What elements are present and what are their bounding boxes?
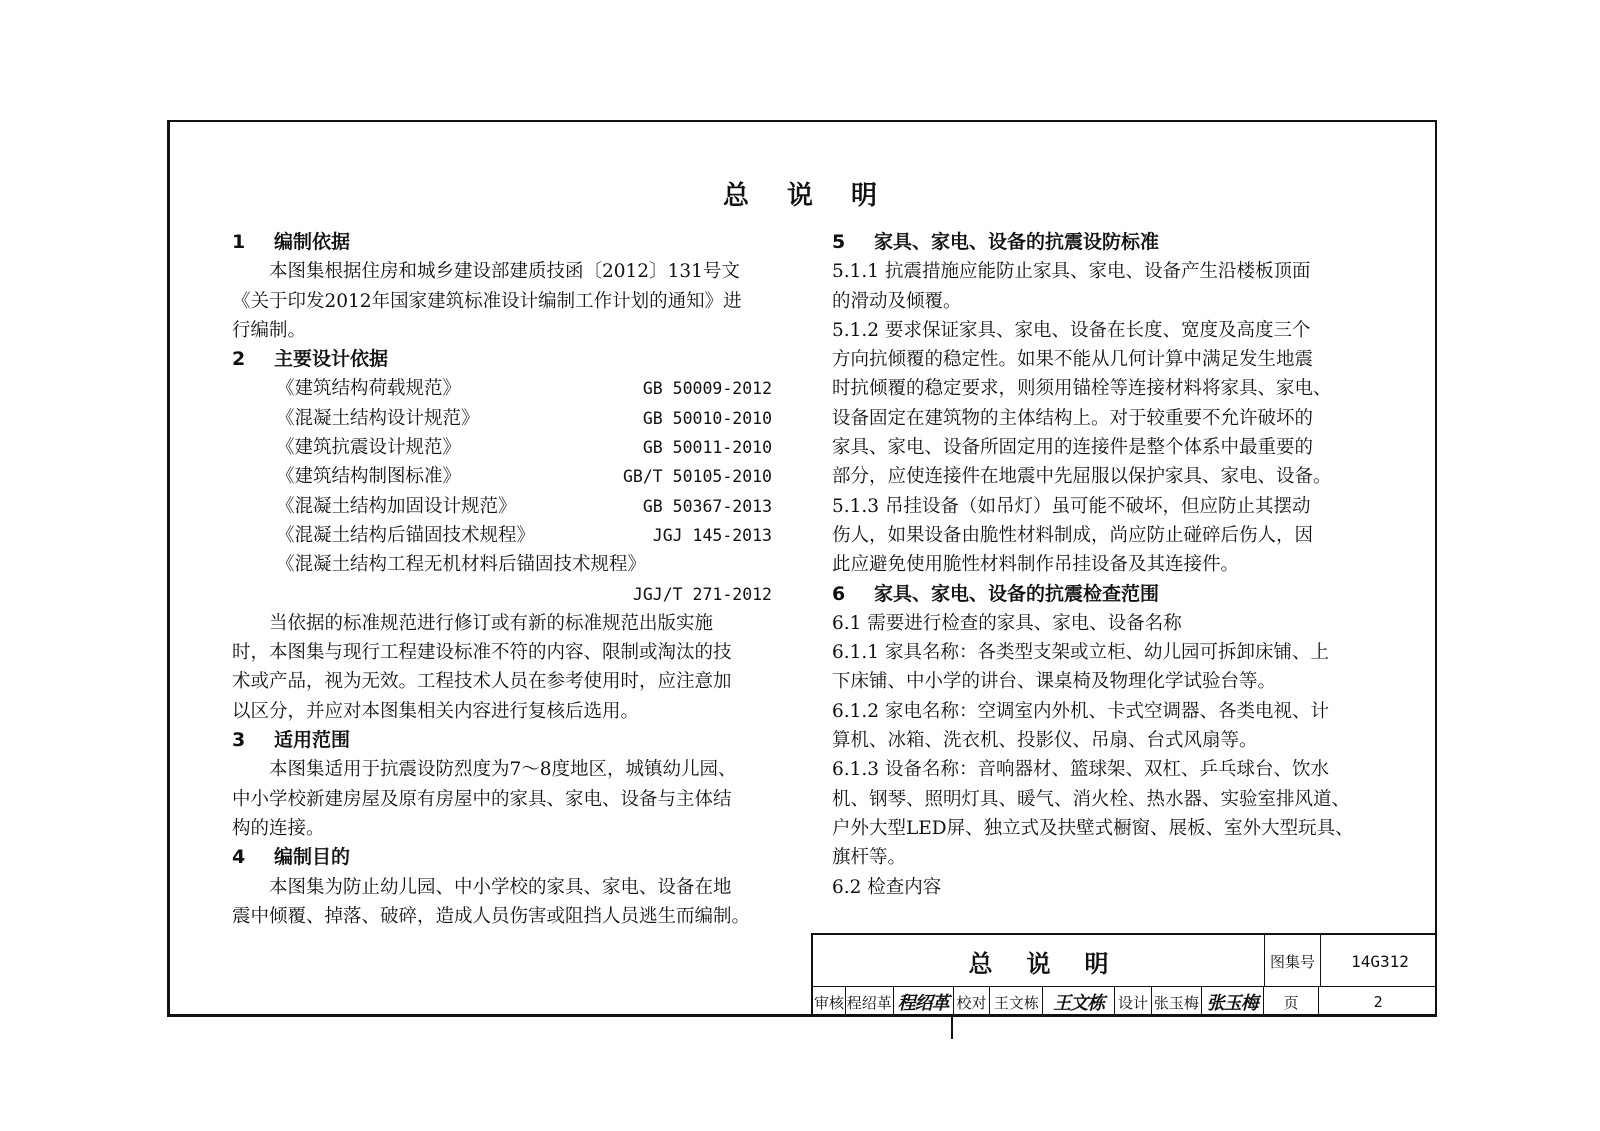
section-heading <box>832 580 1380 609</box>
standard-reference <box>232 462 772 491</box>
paragraph-line: 震中倾覆、掉落、破碎，造成人员伤害或阻挡人员逃生而编制。 <box>232 905 751 927</box>
standard-name: 《混凝土结构设计规范》 <box>276 407 480 429</box>
section-title: 主要设计依据 <box>274 348 389 371</box>
designer-signature: 张玉梅 <box>1202 987 1264 1017</box>
page-title: 总说明 <box>722 181 915 211</box>
paragraph-line: 本图集为防止幼儿园、中小学校的家具、家电、设备在地 <box>269 876 732 898</box>
title-block-row-1 <box>813 935 1437 987</box>
page-number: 2 <box>1373 993 1383 1011</box>
paragraph-line: 机、钢琴、照明灯具、暖气、消火栓、热水器、实验室排风道、 <box>832 788 1351 810</box>
section-number: 5 <box>832 231 846 253</box>
paragraph-line: 行编制。 <box>232 319 307 341</box>
reviewer-name: 程绍革 <box>846 987 894 1017</box>
standard-code: GB 50010-2010 <box>642 408 772 428</box>
paragraph-line: 下床铺、中小学的讲台、课桌椅及物理化学试验台等。 <box>832 671 1277 693</box>
paragraph-line: 本图集适用于抗震设防烈度为7～8度地区，城镇幼儿园、 <box>269 759 737 781</box>
standard-code: GB 50011-2010 <box>642 438 772 458</box>
page-label: 页 <box>1264 987 1320 1017</box>
section-heading <box>232 345 772 374</box>
atlas-number: 14G312 <box>1351 951 1409 971</box>
paragraph-line: 当依据的标准规范进行修订或有新的标准规范出版实施 <box>269 612 714 634</box>
paragraph-line: 6.2 检查内容 <box>832 876 942 898</box>
checker-name: 王文栋 <box>990 987 1043 1017</box>
paragraph-line: 家具、家电、设备所固定用的连接件是整个体系中最重要的 <box>832 437 1314 459</box>
checker-signature: 王文栋 <box>1043 987 1115 1017</box>
standard-code: GB/T 50105-2010 <box>622 467 772 487</box>
standard-reference <box>232 550 772 579</box>
review-label: 审核 <box>813 987 846 1017</box>
section-title: 家具、家电、设备的抗震检查范围 <box>874 582 1160 605</box>
paragraph-line: 的滑动及倾覆。 <box>832 290 962 312</box>
paragraph-line: 中小学校新建房屋及原有房屋中的家具、家电、设备与主体结 <box>232 788 732 810</box>
section-number: 2 <box>232 348 246 371</box>
standard-reference <box>232 521 772 550</box>
standard-code-continuation <box>232 580 772 609</box>
paragraph-line: 6.1 需要进行检查的家具、家电、设备名称 <box>832 612 1182 634</box>
paragraph-line: 6.1.2 家电名称：空调室内外机、卡式空调器、各类电视、计 <box>832 700 1329 722</box>
paragraph-line: 以区分，并应对本图集相关内容进行复核后选用。 <box>232 700 640 722</box>
standard-name: 《混凝土结构工程无机材料后锚固技术规程》 <box>276 554 647 576</box>
paragraph-line: 方向抗倾覆的稳定性。如果不能从几何计算中满足发生地震 <box>832 349 1314 371</box>
right-column <box>832 228 1380 902</box>
design-label: 设计 <box>1115 987 1152 1017</box>
title-block <box>811 933 1437 1017</box>
standard-name: 《建筑结构荷载规范》 <box>276 378 462 400</box>
standard-name: 《混凝土结构加固设计规范》 <box>276 495 517 517</box>
check-label: 校对 <box>954 987 991 1017</box>
paragraph-line: 部分，应使连接件在地震中先屈服以保护家具、家电、设备。 <box>832 466 1332 488</box>
standard-code: GB 50009-2012 <box>642 379 772 399</box>
standard-reference <box>232 433 772 462</box>
section-number: 4 <box>232 846 246 869</box>
paragraph-line: 设备固定在建筑物的主体结构上。对于较重要不允许破坏的 <box>832 407 1314 429</box>
paragraph-line: 术或产品，视为无效。工程技术人员在参考使用时，应注意加 <box>232 671 732 693</box>
designer-name: 张玉梅 <box>1152 987 1202 1017</box>
paragraph-line: 时，本图集与现行工程建设标准不符的内容、限制或淘汰的技 <box>232 642 732 664</box>
paragraph-line: 5.1.3 吊挂设备（如吊灯）虽可能不破坏，但应防止其摆动 <box>832 495 1311 517</box>
paragraph-line: 算机、冰箱、洗衣机、投影仪、吊扇、台式风扇等。 <box>832 730 1258 752</box>
section-title: 编制目的 <box>274 846 351 869</box>
section-heading <box>832 228 1380 257</box>
standard-reference <box>232 404 772 433</box>
paragraph-line: 伤人，如果设备由脆性材料制成，尚应防止碰碎后伤人，因 <box>832 524 1314 546</box>
paragraph-line: 此应避免使用脆性材料制作吊挂设备及其连接件。 <box>832 554 1240 576</box>
paragraph-line: 5.1.1 抗震措施应能防止家具、家电、设备产生沿楼板顶面 <box>832 261 1311 283</box>
paragraph-line: 本图集根据住房和城乡建设部建质技函〔2012〕131号文 <box>269 261 740 283</box>
title-block-title: 总说明 <box>813 935 1265 987</box>
paragraph-line: 5.1.2 要求保证家具、家电、设备在长度、宽度及高度三个 <box>832 319 1311 341</box>
section-heading <box>232 726 772 755</box>
standard-name: 《建筑抗震设计规范》 <box>276 437 462 459</box>
section-heading <box>232 843 772 872</box>
section-title: 编制依据 <box>274 231 351 253</box>
paragraph-line: 6.1.1 家具名称：各类型支架或立柜、幼儿园可拆卸床铺、上 <box>832 642 1329 664</box>
standard-code: JGJ 145-2013 <box>652 525 772 545</box>
title-block-row-2 <box>813 987 1437 1017</box>
paragraph-line: 6.1.3 设备名称：音响器材、篮球架、双杠、乒乓球台、饮水 <box>832 759 1329 781</box>
paragraph-line: 时抗倾覆的稳定要求，则须用锚栓等连接材料将家具、家电、 <box>832 378 1332 400</box>
paragraph-line: 构的连接。 <box>232 817 325 839</box>
section-number: 6 <box>832 582 846 605</box>
section-number: 1 <box>232 231 246 253</box>
section-title: 适用范围 <box>274 729 351 752</box>
standard-reference <box>232 492 772 521</box>
atlas-number-label: 图集号 <box>1265 935 1321 987</box>
section-title: 家具、家电、设备的抗震设防标准 <box>874 231 1160 253</box>
standard-reference <box>232 374 772 403</box>
section-heading <box>232 228 772 257</box>
standard-code: JGJ/T 271-2012 <box>632 584 772 604</box>
paragraph-line: 旗杆等。 <box>832 847 907 869</box>
left-column <box>232 228 772 931</box>
standard-code: GB 50367-2013 <box>642 496 772 516</box>
reviewer-signature: 程绍革 <box>894 987 954 1017</box>
paragraph-line: 《关于印发2012年国家建筑标准设计编制工作计划的通知》进 <box>232 290 742 312</box>
section-number: 3 <box>232 729 246 752</box>
binding-tick-mark <box>951 1017 953 1039</box>
paragraph-line: 户外大型LED屏、独立式及扶壁式橱窗、展板、室外大型玩具、 <box>832 817 1354 839</box>
standard-name: 《建筑结构制图标准》 <box>276 466 462 488</box>
standard-name: 《混凝土结构后锚固技术规程》 <box>276 524 536 546</box>
